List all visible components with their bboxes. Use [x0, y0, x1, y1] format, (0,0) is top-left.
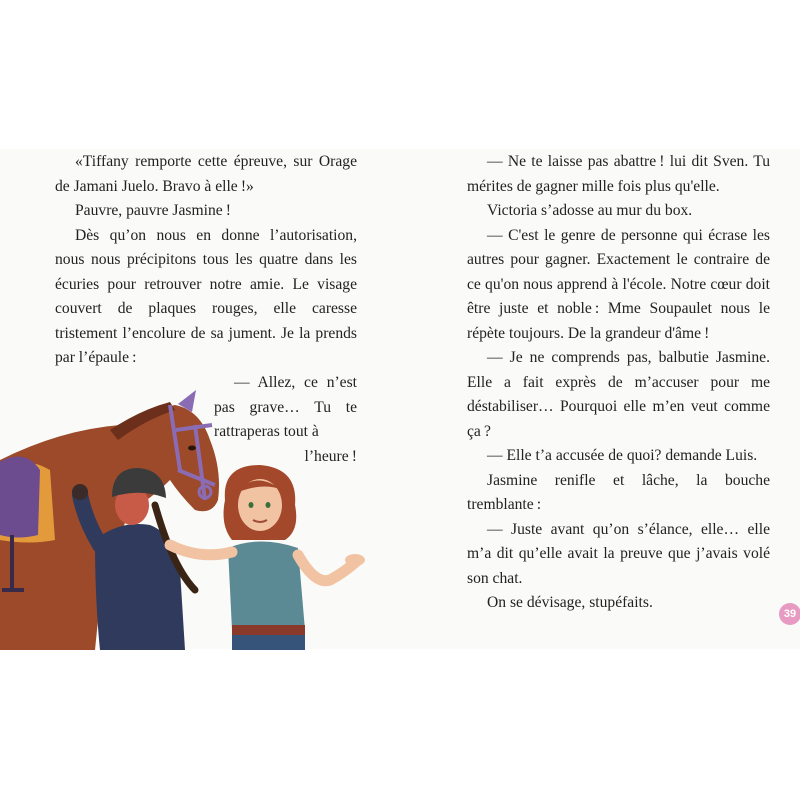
girl-arm-left: [170, 545, 232, 555]
girl-jeans: [232, 635, 305, 650]
paragraph: — Ne te laisse pas abattre ! lui dit Sven. Tu mérites de gagner mille fois plus qu'elle.: [467, 153, 770, 195]
paragraph: — Juste avant qu’on s’élance, elle… elle m’a dit qu’elle avait la preuve que j’avais volé son chat.: [467, 520, 770, 587]
horse-eye: [188, 446, 196, 451]
saddle: [0, 457, 40, 538]
paragraph: — C'est le genre de personne qui écrase les autres pour gagner. Exactement le contraire de ce qu'on nous apprend à l'école. Notre cœur doit être juste et noble : Mme Soupaulet nous le répète toujours. De la grandeur d'âme !: [467, 226, 770, 342]
paragraph: Jasmine renifle et lâche, la bouche tremblante :: [467, 471, 770, 513]
girl-hand-right: [345, 554, 365, 566]
paragraph: — Je ne comprends pas, balbutie Jasmine. Elle a fait exprès de m’accuser pour me déstabiliser… Pourquoi elle m’en veut comme ça ?: [467, 349, 770, 440]
page-number-badge: 39: [779, 603, 800, 625]
girl-belt: [232, 625, 305, 635]
dialog-text-end: l’heure !: [304, 447, 357, 465]
dialog-text: — Allez, ce n’est pas grave… Tu te rattraperas tout à: [214, 374, 357, 440]
paragraph: Pauvre, pauvre Jasmine !: [75, 202, 231, 219]
girl-eye-right: [266, 502, 271, 508]
paragraph: Victoria s’adosse au mur du box.: [487, 202, 693, 219]
paragraph: Dès qu’on nous en donne l’autorisation, nous nous précipitons tous les quatre dans les écuries pour retrouver notre amie. Le visage couvert de plaques rouges, elle caresse tristement l’encolure de sa jument. Je la prends par l’épaule :: [55, 226, 357, 366]
paragraph: On se dévisage, stupéfaits.: [487, 594, 653, 611]
jasmine-hand: [72, 484, 88, 500]
right-page-text: [467, 150, 770, 616]
illustration-horse-and-girls: [0, 385, 370, 650]
paragraph: «Tiffany remporte cette épreuve, sur Orage de Jamani Juelo. Bravo à elle !»: [55, 153, 357, 195]
girl-eye-left: [249, 502, 254, 508]
paragraph: — Elle t’a accusée de quoi? demande Luis.: [487, 447, 758, 464]
left-page-text: [55, 150, 357, 371]
